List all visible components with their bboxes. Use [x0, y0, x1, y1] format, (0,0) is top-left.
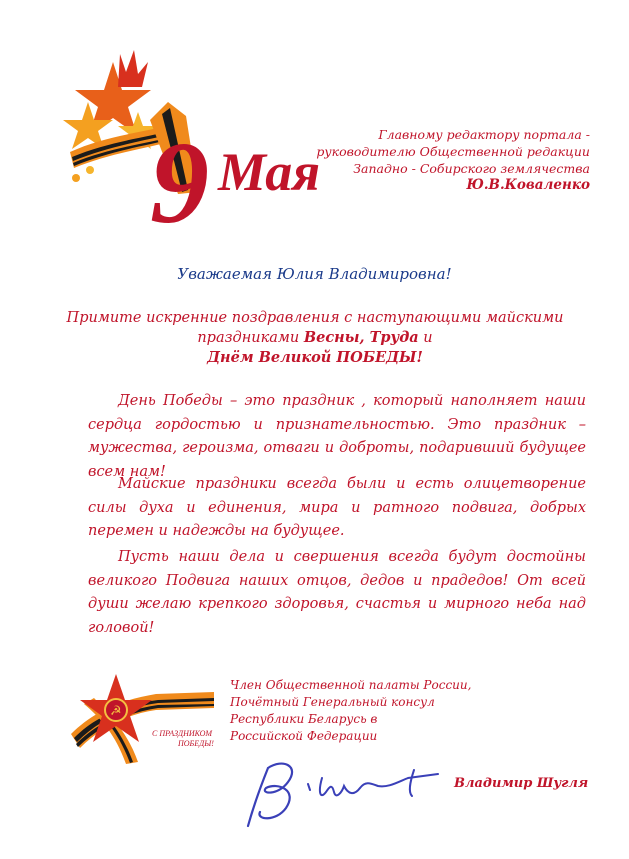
congrats-text: Примите искренние поздравления с наступающими майскими праздниками: [66, 310, 564, 346]
addressee-block: [300, 126, 590, 194]
victory-day-logo: [58, 42, 321, 248]
congrats-and: и: [418, 330, 433, 346]
signer-title-line: Член Общественной палаты России,: [230, 678, 472, 692]
addressee-line: Главному редактору портала -: [378, 127, 590, 142]
salutation: Уважаемая Юлия Владимировна!: [177, 265, 452, 283]
badge-line: ПОБЕДЫ!: [178, 739, 214, 748]
letter-paragraph: День Победы – это праздник , который наполняет наши сердца гордостью и признательностью. Это праздник – мужества, героизма, отваги и доброты, подаривший будущее всем нам!: [88, 393, 586, 480]
svg-text:☭: ☭: [110, 704, 122, 719]
signer-name: Владимир Шугля: [454, 776, 589, 791]
congrats-spring-labor: Весны, Труда: [303, 329, 419, 346]
letter-paragraph: Майские праздники всегда были и есть олицетворение силы духа и единения, мира и ратного подвига, добрых перемен и надежды на будущее.: [88, 476, 586, 539]
badge-line: С ПРАЗДНИКОМ: [152, 729, 213, 738]
addressee-name: Ю.В.Коваленко: [466, 177, 590, 193]
addressee-line: руководителю Общественной редакции: [316, 144, 590, 159]
svg-text:Мая: Мая: [218, 142, 321, 202]
svg-text:9: 9: [150, 117, 209, 248]
congrats-victory-day: Днём Великой ПОБЕДЫ!: [207, 349, 423, 366]
signer-title-line: Почётный Генеральный консул: [230, 695, 435, 709]
victory-badge-logo: [66, 664, 222, 770]
signer-title: [230, 677, 490, 745]
signer-title-line: Республики Беларусь в: [230, 712, 378, 726]
addressee-line: Западно - Собирского землячества: [353, 161, 590, 176]
handwritten-signature: [238, 748, 450, 834]
signer-title-line: Российской Федерации: [230, 729, 378, 743]
congratulations-intro: [60, 308, 570, 368]
letter-paragraph: Пусть наши дела и свершения всегда будут достойны великого Подвига наших отцов, дедов и прадедов! От всей души желаю крепкого здоровья, счастья и мирного неба над головой!: [88, 549, 586, 636]
